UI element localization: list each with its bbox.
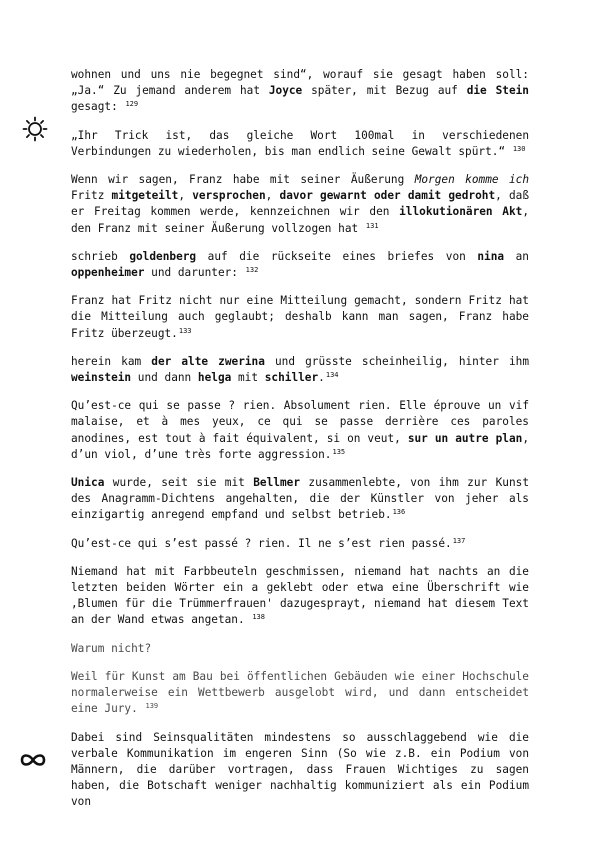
bold-text: Bellmer xyxy=(253,476,301,490)
text-run: . xyxy=(318,371,325,385)
text-run: herein kam xyxy=(71,354,152,368)
text-run: Wenn wir sagen, Franz habe mit seiner Äußerung xyxy=(71,173,415,187)
footnote-marker: 131 xyxy=(365,221,379,230)
text-run: schrieb xyxy=(71,249,130,263)
footnote-marker: 135 xyxy=(332,447,346,456)
paragraph xyxy=(71,128,529,160)
text-run: wohnen und uns nie begegnet sind“, worauf sie gesagt haben soll: „Ja.“ Zu jemand anderem hat xyxy=(71,68,529,98)
text-run: , xyxy=(178,189,193,203)
bold-text: weinstein xyxy=(71,371,132,385)
footnote-marker: 134 xyxy=(325,371,339,380)
bold-text: nina xyxy=(477,249,505,263)
text-run: , den Franz mit seiner Äußerung vollzogen hat xyxy=(71,205,529,235)
text-run: gesagt: xyxy=(71,100,125,114)
footnote-marker: 137 xyxy=(452,536,466,545)
sun-icon xyxy=(22,116,48,142)
text-run: auf die rückseite eines briefes von xyxy=(196,249,478,263)
paragraph xyxy=(71,172,529,237)
bold-text: Unica xyxy=(71,476,105,490)
footnote-marker: 139 xyxy=(145,702,159,711)
paragraph xyxy=(71,669,529,718)
footnote-marker: 136 xyxy=(392,508,406,517)
paragraph xyxy=(71,398,529,463)
bold-text: der alte zwerina xyxy=(151,354,265,368)
text-run: Weil für Kunst am Bau bei öffentlichen Gebäuden wie einer Hochschule normalerweise ein Wettbewerb ausgelobt wird, und dann entscheidet eine Jury. xyxy=(71,669,529,716)
italic-text: Morgen komme ich xyxy=(414,173,529,187)
bold-text: goldenberg xyxy=(129,249,197,263)
bold-text: davor gewarnt oder damit gedroht xyxy=(279,189,496,203)
text-run: mit xyxy=(231,371,265,385)
text-run: Warum nicht? xyxy=(71,641,152,655)
footnote-marker: 129 xyxy=(125,100,139,109)
infinity-icon xyxy=(18,748,48,772)
text-run: , d’un viol, d’une très forte aggression. xyxy=(71,431,529,461)
paragraph xyxy=(71,293,529,342)
text-run: Niemand hat mit Farbbeuteln geschmissen, niemand hat nachts an die letzten beiden Wörter ein a geklebt oder etwa eine Überschrift wie ‚Blumen für die Trümmerfrauen' dazugesprayt, niemand hat diesem Text an der Wand etwas angetan. xyxy=(71,564,529,627)
footnote-marker: 138 xyxy=(252,613,265,622)
paragraph xyxy=(71,475,529,524)
footnote-marker: 133 xyxy=(178,326,192,335)
text-run: und grüsste scheinheilig, hinter ihm xyxy=(264,354,529,368)
bold-text: sur un autre plan xyxy=(407,431,523,445)
text-run: Dabei sind Seinsqualitäten mindestens so ausschlaggebend wie die verbale Kommunikation im engeren Sinn (So wie z.B. ein Podium von Männern, die darüber vortragen, dass Frauen Wichtiges zu sagen haben, die Botschaft weniger nachhaltig kommuniziert als ein Podium von xyxy=(71,730,529,809)
bold-text: illokutionären Akt xyxy=(399,205,523,219)
text-run: Qu’est-ce qui s’est passé ? rien. Il ne s’est rien passé. xyxy=(71,536,452,550)
bold-text: mitgeteilt xyxy=(111,189,179,203)
paragraph xyxy=(71,730,529,811)
paragraph xyxy=(71,564,529,629)
text-run: , xyxy=(265,189,280,203)
text-run: wurde, seit sie mit xyxy=(104,476,254,490)
bold-text: Joyce xyxy=(268,84,303,98)
bold-text: schiller xyxy=(264,371,319,385)
paragraph xyxy=(71,536,529,552)
text-run: , daß er Freitag kommen werde, kennzeichnen wir den xyxy=(71,189,530,219)
text-run: später, mit Bezug auf xyxy=(302,84,467,98)
text-run: Franz hat Fritz nicht nur eine Mitteilung gemacht, sondern Fritz hat die Mitteilung auch geglaubt; deshalb kann man sagen, Franz habe Fritz überzeugt. xyxy=(71,294,529,340)
text-run: und darunter: xyxy=(144,266,245,280)
bold-text: helga xyxy=(197,371,232,385)
footnote-marker: 130 xyxy=(512,144,526,153)
text-run: Fritz xyxy=(71,189,112,203)
text-run: zusammenlebte, von ihm zur Kunst des Anagramm-Dichtens angehalten, die der Künstler von jeher als einzigartig anregend empfand und selbst betrieb. xyxy=(71,476,529,522)
bold-text: versprochen xyxy=(192,189,266,203)
document-body xyxy=(71,67,529,811)
paragraph xyxy=(71,354,529,386)
text-run: „Ihr Trick ist, das gleiche Wort 100mal in verschiedenen Verbindungen zu wiederholen, bis man endlich seine Gewalt spürt.“ xyxy=(71,128,529,158)
bold-text: oppenheimer xyxy=(71,266,145,280)
text-run: an xyxy=(504,249,529,263)
paragraph xyxy=(71,249,529,281)
paragraph xyxy=(71,67,529,116)
paragraph xyxy=(71,641,529,657)
footnote-marker: 132 xyxy=(245,266,259,275)
bold-text: die Stein xyxy=(466,84,529,98)
text-run: und dann xyxy=(131,371,198,385)
text-run: Qu’est-ce qui se passe ? rien. Absolument rien. Elle éprouve un vif malaise, et à mes yeux, ce qui se passe derrière ces paroles anodines, est tout à fait équivalent, si on veut, xyxy=(71,399,529,445)
